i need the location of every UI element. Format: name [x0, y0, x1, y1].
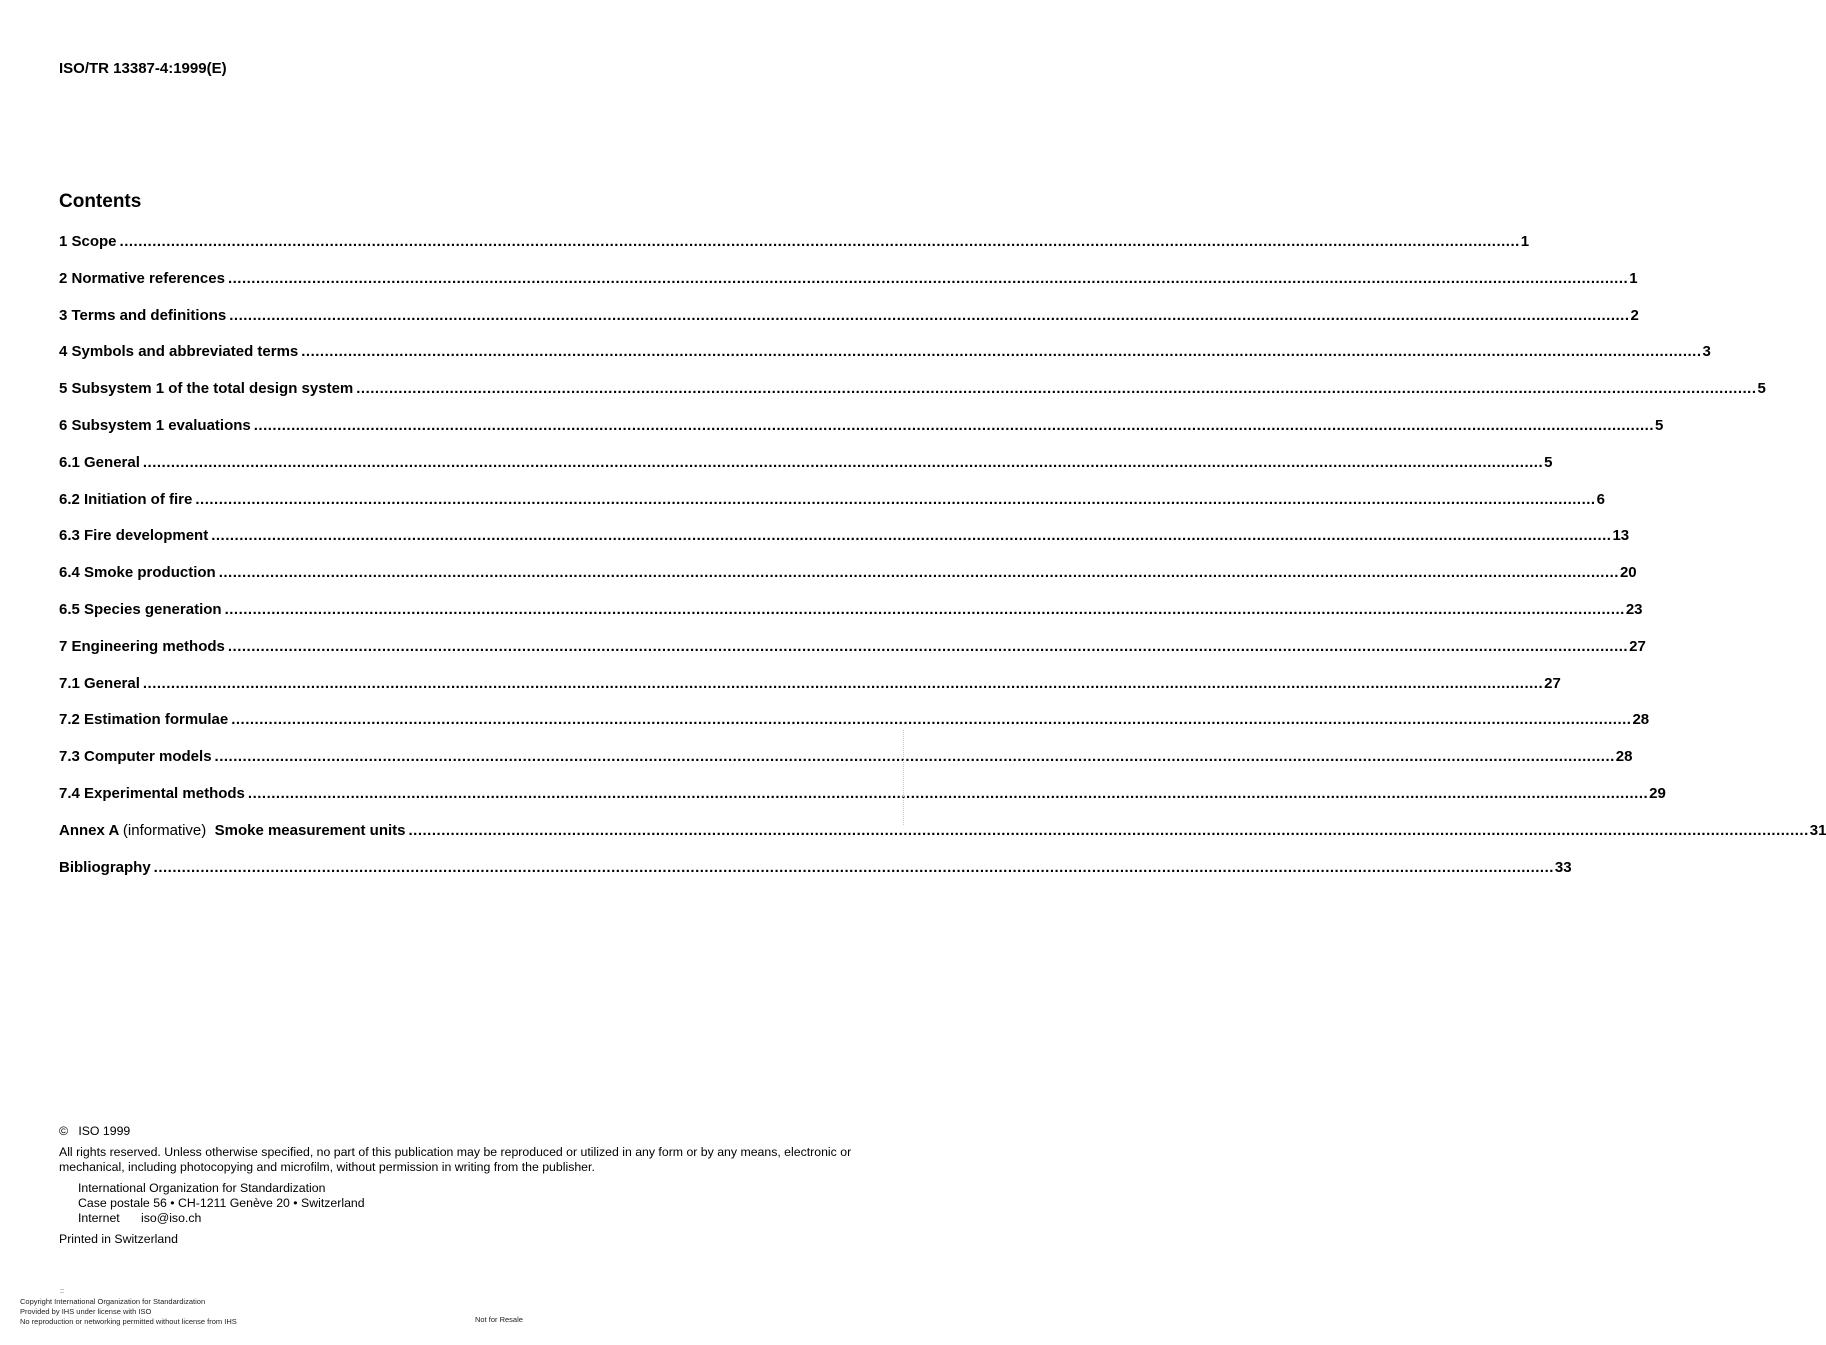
toc-entry-title	[59, 822, 406, 839]
margin-mark	[903, 730, 910, 825]
toc-entry-annex-a[interactable]	[59, 821, 1826, 859]
license-footer	[20, 1287, 920, 1327]
footer-copyright-line: Copyright International Organization for Standardization	[20, 1297, 206, 1306]
postal-address: Case postale 56 • CH-1211 Genève 20 • Switzerland	[78, 1196, 365, 1210]
rights-statement: All rights reserved. Unless otherwise specified, no part of this publication may be reproduced or utilized in any form or by any means, electronic or mechanical, including photocopying and microfilm, without permission in writing from the publisher.	[59, 1145, 852, 1174]
copyright-block	[59, 1124, 879, 1247]
toc-leader-dots: ............................................................................................................................................................................................................................................................................................................	[119, 233, 1520, 250]
toc-leader-dots: ............................................................................................................................................................................................................................................................................................................	[218, 564, 1619, 582]
toc-entry-page: 29	[1649, 784, 1666, 802]
toc-entry[interactable]	[59, 343, 1711, 380]
toc-entry-title: 7.3 Computer models	[59, 748, 212, 766]
toc-entry[interactable]	[59, 600, 1643, 638]
toc-leader-dots: ............................................................................................................................................................................................................................................................................................................	[229, 306, 1630, 324]
toc-entry[interactable]	[59, 711, 1650, 748]
printed-in: Printed in Switzerland	[59, 1232, 178, 1246]
contents-heading: Contents	[59, 191, 142, 212]
toc-leader-dots: ............................................................................................................................................................................................................................................................................................................	[211, 527, 1612, 545]
toc-entry[interactable]	[59, 748, 1633, 785]
toc-entry-title: 7.4 Experimental methods	[59, 784, 245, 802]
toc-leader-dots: ............................................................................................................................................................................................................................................................................................................	[356, 380, 1757, 398]
not-for-resale: Not for Resale	[475, 1315, 523, 1324]
toc-entry-page: 23	[1625, 600, 1643, 618]
toc-entry-page: 33	[1554, 858, 1572, 876]
toc-leader-dots: ............................................................................................................................................................................................................................................................................................................	[253, 416, 1654, 434]
toc-entry-title: 1 Scope	[59, 233, 117, 250]
toc-entry[interactable]	[59, 233, 1530, 270]
toc-entry[interactable]	[59, 453, 1553, 491]
toc-entry-title: 2 Normative references	[59, 269, 225, 287]
toc-leader-dots: ............................................................................................................................................................................................................................................................................................................	[301, 343, 1702, 361]
toc-entry-title: 6.3 Fire development	[59, 527, 209, 545]
toc-entry-title: 6.4 Smoke production	[59, 564, 216, 582]
organization-name: International Organization for Standardization	[78, 1181, 326, 1195]
toc-leader-dots: ............................................................................................................................................................................................................................................................................................................	[142, 674, 1544, 692]
toc-leader-dots: ............................................................................................................................................................................................................................................................................................................	[214, 748, 1615, 766]
toc-entry[interactable]	[59, 380, 1766, 417]
toc-entry-title: Bibliography	[59, 858, 151, 876]
toc-entry-title: 7.2 Estimation formulae	[59, 711, 229, 729]
toc-entry-bibliography[interactable]	[59, 858, 1572, 896]
toc-leader-dots: ............................................................................................................................................................................................................................................................................................................	[227, 269, 1629, 287]
toc-entry[interactable]	[59, 269, 1638, 307]
publisher-address	[59, 1181, 879, 1226]
footer-reproduction-line: No reproduction or networking permitted without license from IHS	[20, 1317, 237, 1326]
toc-entry[interactable]	[59, 674, 1561, 712]
copyright-symbol: ©	[59, 1124, 69, 1138]
toc-entry-title: 6.2 Initiation of fire	[59, 490, 193, 508]
toc-leader-dots: ............................................................................................................................................................................................................................................................................................................	[224, 600, 1625, 618]
toc-entry-page: 1	[1520, 233, 1530, 250]
annex-note: (informative)	[122, 821, 207, 839]
toc-entry-page: 28	[1632, 711, 1650, 729]
toc-entry-page: 5	[1544, 453, 1553, 471]
toc-leader-dots: ............................................................................................................................................................................................................................................................................................................	[247, 784, 1649, 802]
toc-entry-page: 6	[1596, 490, 1605, 508]
toc-entry-page: 20	[1619, 564, 1637, 582]
toc-entry-page: 1	[1629, 269, 1638, 287]
toc-entry-page: 28	[1615, 748, 1633, 766]
email-link[interactable]: iso@iso.ch	[141, 1211, 202, 1225]
annex-label: Annex A	[59, 821, 119, 839]
toc-entry-page: 3	[1702, 343, 1711, 361]
toc-leader-dots: ............................................................................................................................................................................................................................................................................................................	[142, 453, 1544, 471]
toc-entry-page: 27	[1544, 674, 1561, 692]
toc-entry-page: 13	[1612, 527, 1630, 545]
toc-entry-title: 6.1 General	[59, 453, 140, 471]
document-id: ISO/TR 13387-4:1999(E)	[59, 60, 227, 77]
toc-entry[interactable]	[59, 416, 1664, 454]
toc-entry-page: 31	[1809, 821, 1826, 839]
toc-entry-page: 5	[1757, 380, 1766, 398]
toc-leader-dots: ............................................................................................................................................................................................................................................................................................................	[195, 490, 1596, 508]
toc-entry-page: 2	[1630, 306, 1639, 324]
annex-title: Smoke measurement units	[214, 821, 406, 839]
toc-entry[interactable]	[59, 490, 1605, 528]
toc-leader-dots: ............................................................................................................................................................................................................................................................................................................	[231, 711, 1632, 729]
toc-entry-page: 27	[1629, 637, 1646, 655]
toc-entry[interactable]	[59, 564, 1637, 601]
toc-entry[interactable]	[59, 306, 1639, 344]
toc-entry-title: 5 Subsystem 1 of the total design system	[59, 380, 354, 398]
toc-entry[interactable]	[59, 527, 1630, 564]
footer-provider-line: Provided by IHS under license with ISO	[20, 1307, 152, 1316]
toc-entry-title: 4 Symbols and abbreviated terms	[59, 343, 299, 361]
footer-mark: ::	[60, 1288, 64, 1295]
toc-entry-title: 7 Engineering methods	[59, 637, 225, 655]
toc-entry[interactable]	[59, 784, 1666, 822]
copyright-year: ISO 1999	[78, 1124, 131, 1138]
toc-entry-title: 7.1 General	[59, 674, 140, 692]
toc-entry-title: 6 Subsystem 1 evaluations	[59, 416, 251, 434]
toc-leader-dots: ............................................................................................................................................................................................................................................................................................................	[408, 821, 1809, 839]
table-of-contents	[59, 233, 1826, 895]
toc-entry-page: 5	[1655, 416, 1664, 434]
toc-leader-dots: ............................................................................................................................................................................................................................................................................................................	[153, 858, 1554, 876]
toc-leader-dots: ............................................................................................................................................................................................................................................................................................................	[227, 637, 1629, 655]
toc-entry-title: 3 Terms and definitions	[59, 306, 227, 324]
internet-label: Internet	[78, 1211, 120, 1225]
toc-entry-title: 6.5 Species generation	[59, 600, 222, 618]
toc-entry[interactable]	[59, 637, 1646, 675]
